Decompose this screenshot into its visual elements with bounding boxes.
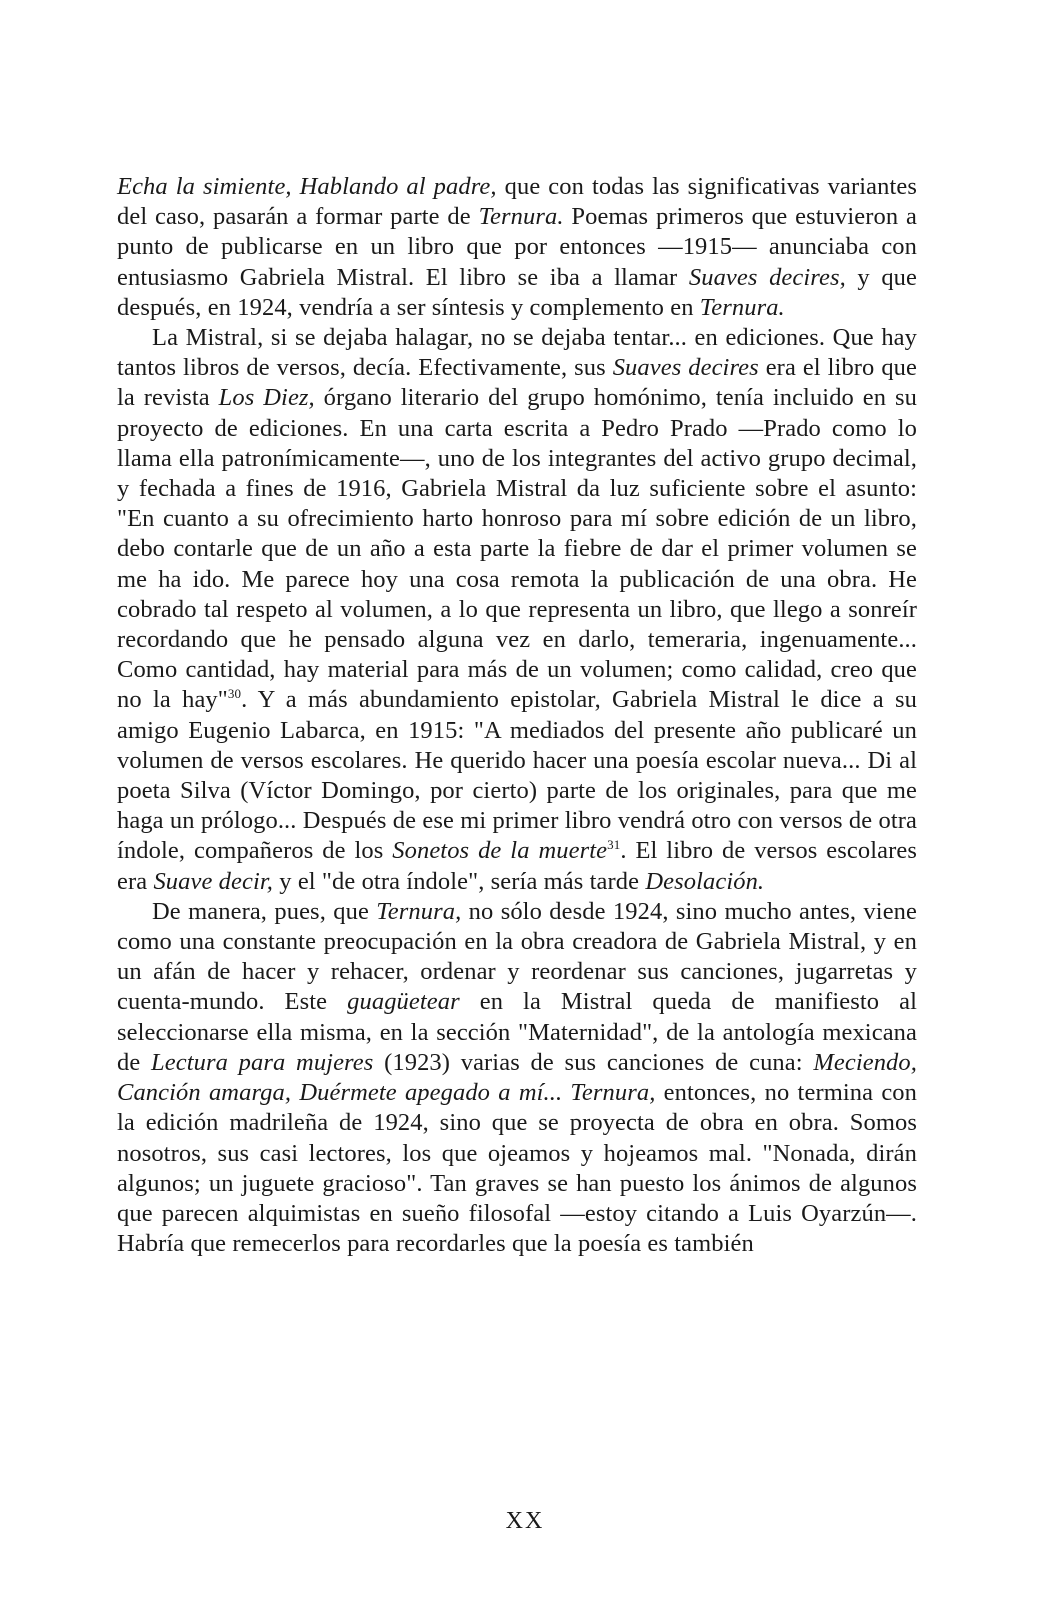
text-run: no sólo desde 1924, sino mucho antes, viene como una constante preocupación en la obra creadora de Gabriela Mistral, y en un afán de hacer y rehacer, ordenar y reordenar sus canciones, jugarretas y cuenta-mundo. Este <box>117 897 917 1016</box>
italic-title: Los Diez, <box>218 384 315 412</box>
text-run: órgano literario del grupo homónimo, tenía incluido en su proyecto de ediciones. En una carta escrita a Pedro Prado —Prado como lo llama ella patronímicamente—, uno de los integrantes del activo grupo decimal, y fechada a fines de 1916, Gabriela Mistral da luz suficiente sobre el asunto: "En cuanto a su ofrecimiento harto honroso para mí sobre edición de un libro, debo contarle que de un año a esta parte la fiebre de dar el primer volumen se me ha ido. Me parece hoy una cosa remota la publicación de una obra. He cobrado tal respeto al volumen, a lo que representa un libro, que llego a sonreír recordando que he pensado alguna vez en darlo, temeraria, ingenuamente... Como cantidad, hay material para más de un volumen; como calidad, creo que no la hay" <box>117 384 917 714</box>
text-run: . El libro de versos escolares era <box>117 837 917 895</box>
text-run: que con todas las significativas variantes del caso, pasarán a formar parte de <box>117 173 918 231</box>
italic-title: Desolación. <box>645 867 765 895</box>
text-run: La Mistral, si se dejaba halagar, no se dejaba tentar... en ediciones. Que hay tantos libros de versos, decía. Efectivamente, sus <box>117 324 917 382</box>
text-run: . Y a más abundamiento epistolar, Gabriela Mistral le dice a su amigo Eugenio Labarca, en 1915: "A mediados del presente año publicaré un volumen de versos escolares. He querido hacer una poesía escolar nueva... Di al poeta Silva (Víctor Domingo, por cierto) parte de los originales, para que me haga un prólogo... Después de ese mi primer libro vendrá otro con versos de otra índole, compañeros de los <box>117 686 917 865</box>
text-run: entonces, no termina con la edición madrileña de 1924, sino que se proyecta de obra en obra. Somos nosotros, sus casi lectores, los que ojeamos y hojeamos mal. "Nonada, dirán algunos; un juguete gracioso". Tan graves se han puesto los ánimos de algunos que parecen alquimistas en sueño filosofal —estoy citando a Luis Oyarzún—. Habría que remecerlos para recordarles que la poesía es también <box>117 1079 917 1258</box>
italic-title: Ternura, <box>376 897 462 925</box>
italic-title: Suaves decires, <box>688 263 846 291</box>
paragraph-1 <box>117 172 917 323</box>
footnote-ref: 30 <box>227 686 242 702</box>
italic-title: Suaves decires <box>612 354 759 382</box>
page-body <box>117 172 917 1259</box>
text-run: De manera, pues, que <box>152 897 377 925</box>
italic-title: Meciendo, Canción amarga, Duérmete apegado a mí... Ternura, <box>117 1048 917 1107</box>
text-run: en la Mistral queda de manifiesto al seleccionarse ella misma, en la sección "Maternidad", de la antología mexicana de <box>117 988 917 1076</box>
text-run: Poemas primeros que estuvieron a punto de publicarse en un libro que por entonces —1915— anunciaba con entusiasmo Gabriela Mistral. El libro se iba a llamar <box>117 203 917 291</box>
italic-title: Echa la simiente, Hablando al padre, <box>117 173 497 200</box>
italic-title: Sonetos de la muerte <box>392 837 608 865</box>
page-number: XX <box>505 1508 545 1534</box>
text-run: y el "de otra índole", sería más tarde <box>273 867 646 895</box>
italic-title: guagüetear <box>347 988 460 1016</box>
text-run: era el libro que la revista <box>117 354 917 412</box>
italic-title: Suave decir, <box>153 867 274 895</box>
italic-title: Ternura. <box>699 293 785 321</box>
italic-title: Lectura para mujeres <box>151 1048 374 1076</box>
text-run: (1923) varias de sus canciones de cuna: <box>373 1048 814 1076</box>
text-run: y que después, en 1924, vendría a ser síntesis y complemento en <box>117 263 917 321</box>
italic-title: Ternura. <box>478 203 564 231</box>
paragraph-2 <box>117 323 917 897</box>
footnote-ref: 31 <box>607 837 621 853</box>
paragraph-3 <box>117 897 917 1259</box>
